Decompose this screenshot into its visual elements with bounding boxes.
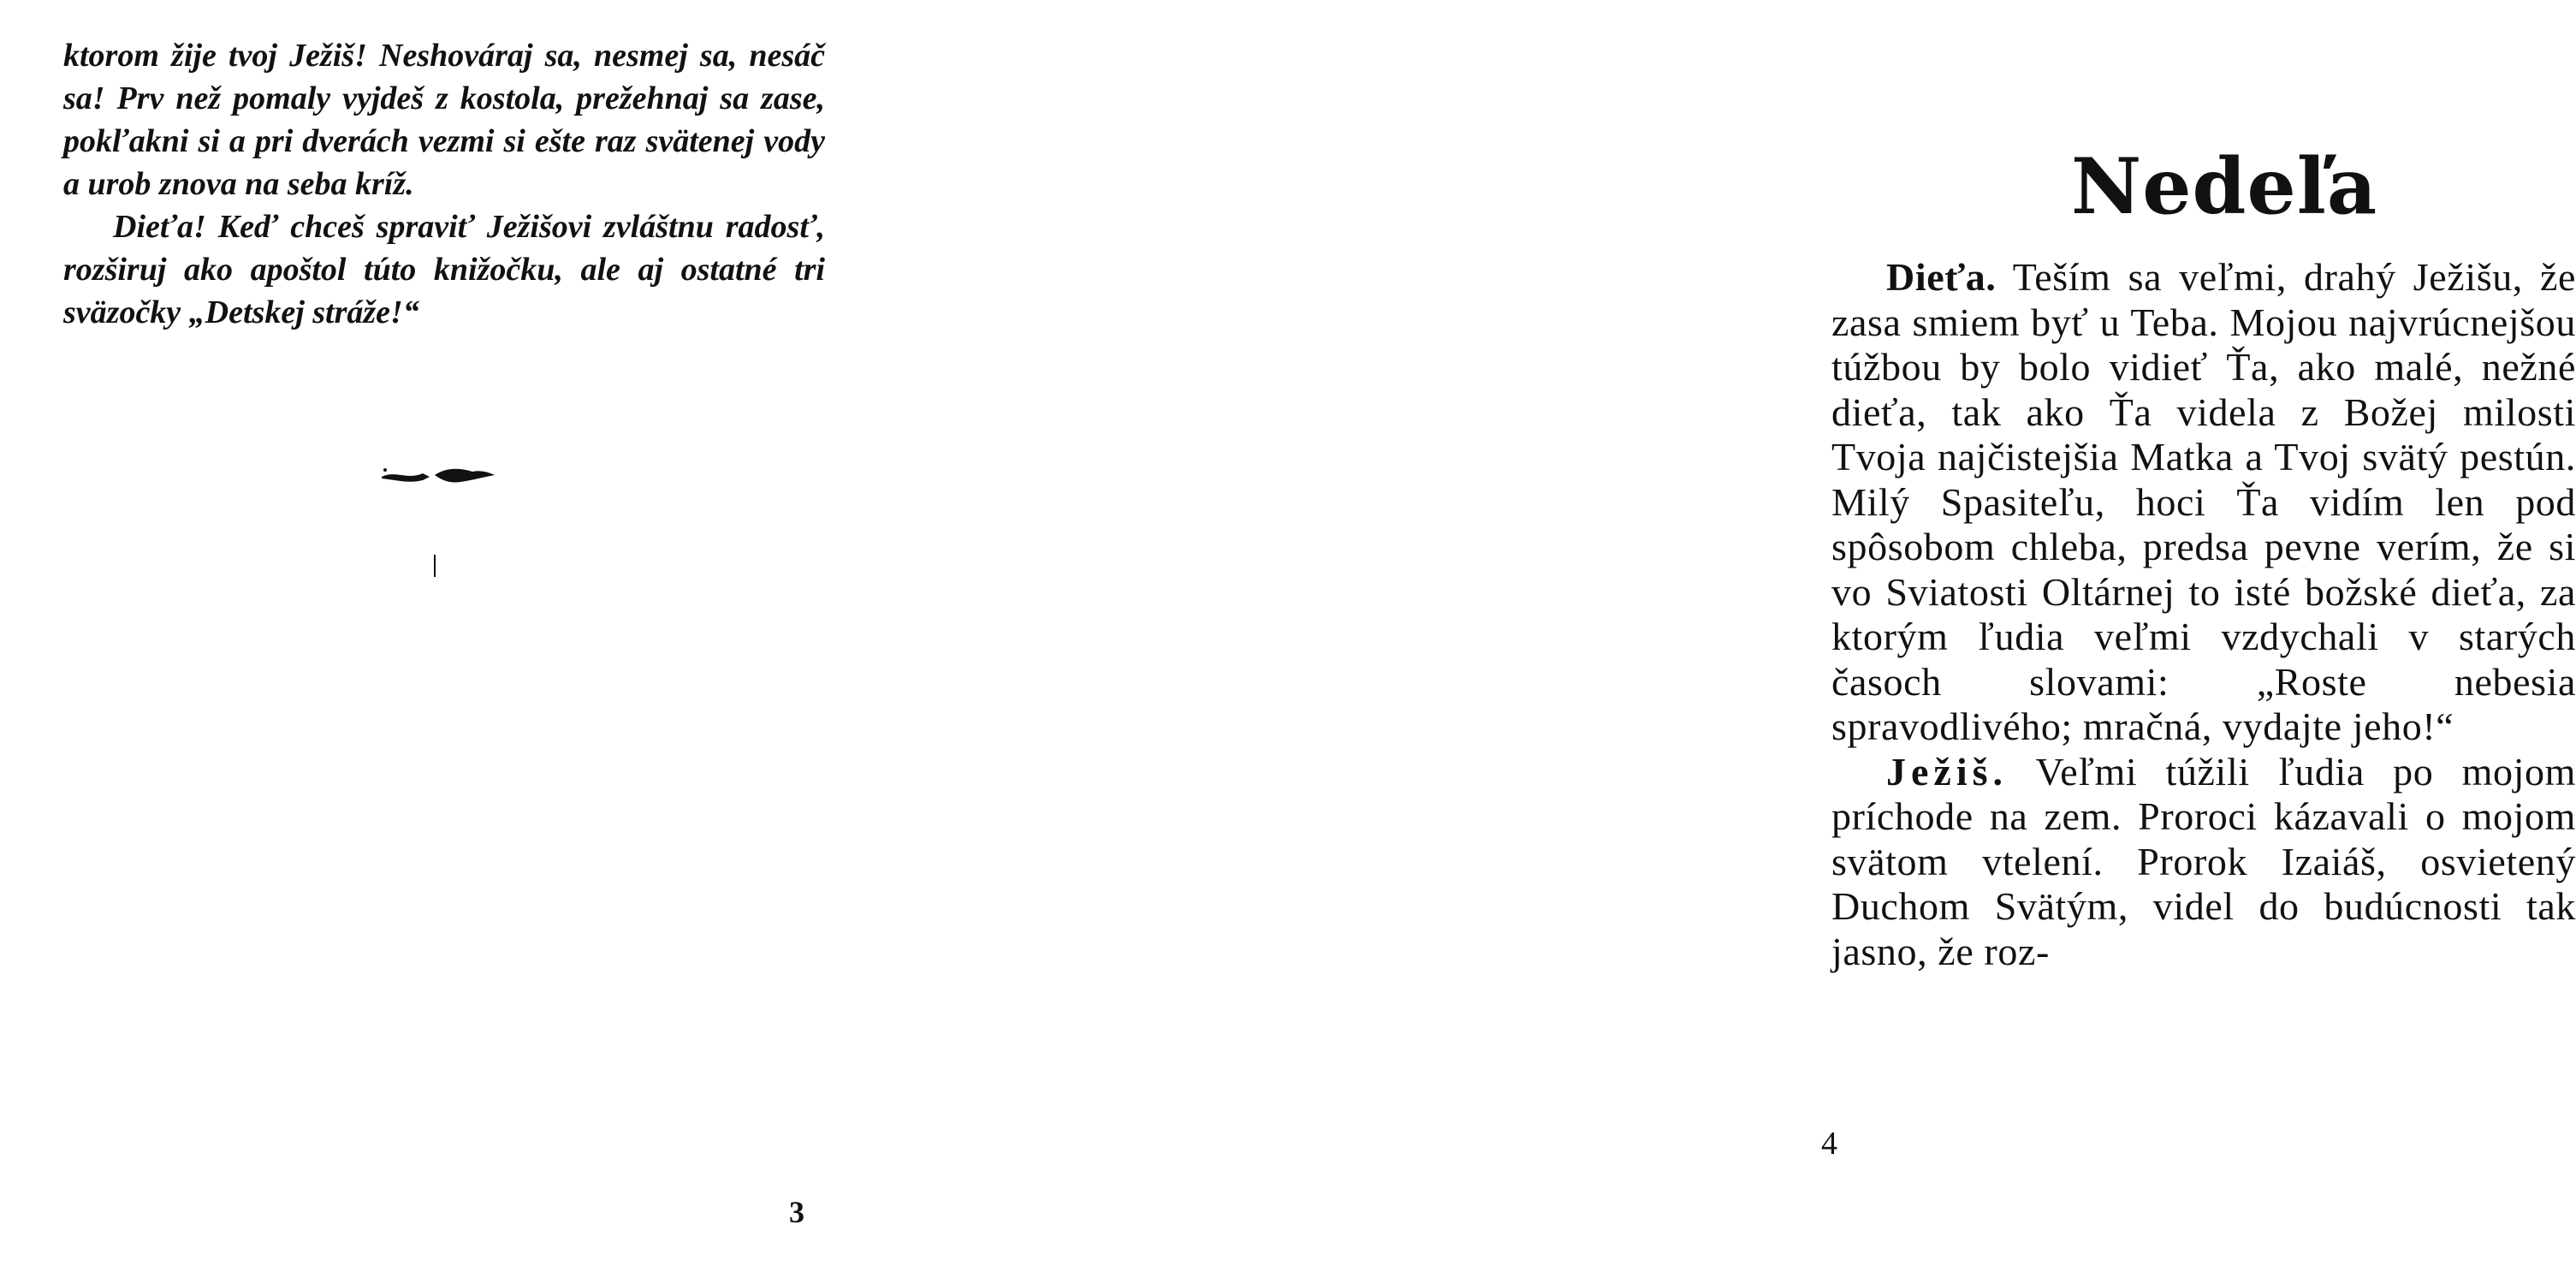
page-number-right: 4 [1821, 1126, 1837, 1162]
left-page [0, 0, 876, 1284]
dialogue-paragraph-child [1831, 255, 2576, 750]
speaker-child: Dieťa. [1886, 255, 1997, 299]
right-page-text [1831, 255, 2576, 974]
stray-print-mark [433, 555, 436, 577]
dialogue-text-jesus: Veľmi túžili ľudia po mojom príchode na zem. Proroci kázavali o mojom svätom vtelení. Prorok Izaiáš, osvietený Duchom Svätým, videl do budúcnosti tak jasno, že roz- [1831, 749, 2576, 973]
left-page-text [63, 34, 825, 334]
page-number-left: 3 [789, 1195, 804, 1229]
chapter-title: Nedeľa [2071, 141, 2378, 232]
dialogue-text-child: Teším sa veľmi, drahý Ježišu, že zasa smiem byť u Teba. Mojou najvrúcnejšou túžbou by bolo vidieť Ťa, ako malé, nežné dieťa, tak ako Ťa videla z Božej milosti Tvoja najčistejšia Matka a Tvoj svätý pestún. Milý Spasiteľu, hoci Ťa vidím len pod spôsobom chleba, predsa pevne verím, že si vo Sviatosti Oltárnej to isté božské dieťa, za ktorým ľudia veľmi vzdychali v starých časoch slovami: „Roste nebesia spravodlivého; mračná, vydajte jeho!“ [1831, 255, 2576, 748]
left-paragraph-2: Dieťa! Keď chceš spraviť Ježišovi zvláštnu radosť, rozširuj ako apoštol túto knižočku, ale aj ostatné tri sväzočky „Detskej stráže!“ [63, 209, 825, 330]
left-paragraph-1: ktorom žije tvoj Ježiš! Neshováraj sa, nesmej sa, nesáč sa! Prv než pomaly vyjdeš z kostola, prežehnaj sa zase, pokľakni si a pri dverách vezmi si ešte raz svätenej vody a urob znova na seba kríž. [63, 38, 825, 202]
speaker-jesus: Ježiš. [1886, 749, 2009, 794]
dialogue-paragraph-jesus [1831, 750, 2576, 975]
right-page [876, 0, 2576, 1284]
ornament-flourish-icon [378, 458, 498, 492]
